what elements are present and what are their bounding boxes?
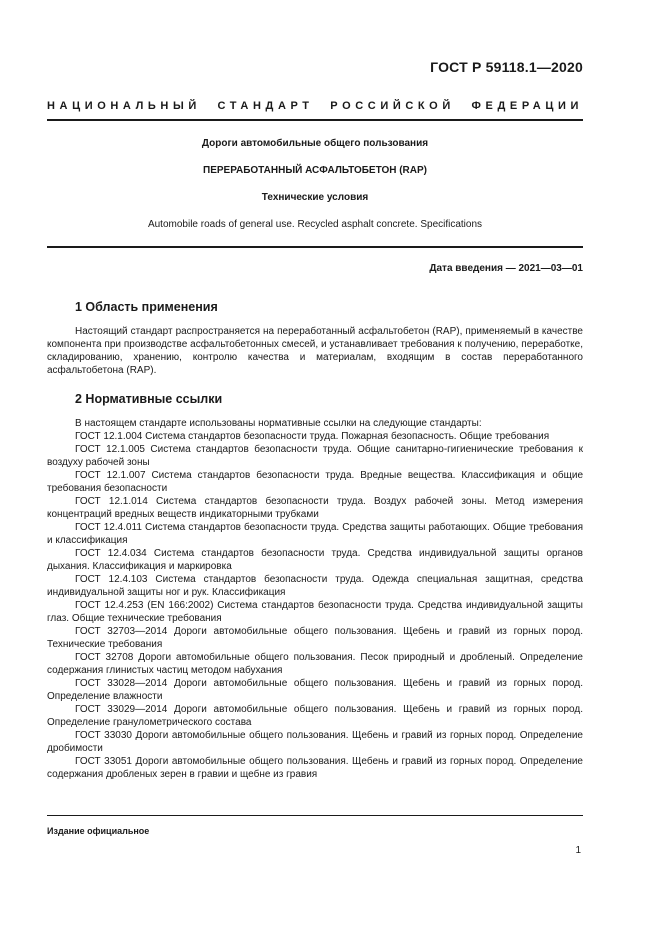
reference-item: ГОСТ 12.4.011 Система стандартов безопасности труда. Средства защиты работающих. Общие требования и классификация [47,522,583,546]
top-divider [47,119,583,121]
reference-item: ГОСТ 12.1.005 Система стандартов безопасности труда. Общие санитарно-гигиенические требования к воздуху рабочей зоны [47,444,583,468]
section-scope [47,300,583,377]
title-line-2: ПЕРЕРАБОТАННЫЙ АСФАЛЬТОБЕТОН (RAP) [203,165,427,176]
title-line-1: Дороги автомобильные общего пользования [201,138,429,149]
section-1-text: Настоящий стандарт распространяется на переработанный асфальтобетон (RAP), применяемый в качестве компонента при производстве асфальтобетонных смесей, и устанавливает требования к получению, переработке, складированию, хранению, контролю качества и материалам, входящим в состав переработанного асфальтобетона (RAP). [47,326,583,376]
title-divider [47,246,583,248]
section-normative-references [47,392,583,781]
reference-item: ГОСТ 33029—2014 Дороги автомобильные общего пользования. Щебень и гравий из горных пород. Определение гранулометрического состава [47,704,583,728]
edition-label: Издание официальное [47,826,150,836]
reference-item: ГОСТ 12.4.034 Система стандартов безопасности труда. Средства индивидуальной защиты органов дыхания. Классификация и маркировка [47,548,583,572]
reference-item: ГОСТ 12.4.253 (EN 166:2002) Система стандартов безопасности труда. Средства индивидуальной защиты глаз. Общие технические требования [47,600,583,624]
page-number: 1 [575,845,581,856]
reference-item: ГОСТ 33028—2014 Дороги автомобильные общего пользования. Щебень и гравий из горных пород. Определение влажности [47,678,583,702]
reference-item: ГОСТ 12.1.004 Система стандартов безопасности труда. Пожарная безопасность. Общие требования [75,431,550,442]
footer-divider [47,815,583,816]
reference-item: ГОСТ 32708 Дороги автомобильные общего пользования. Песок природный и дробленый. Определение содержания глинистых частиц методом набухания [47,652,583,676]
title-english: Automobile roads of general use. Recycled asphalt concrete. Specifications [147,219,483,230]
title-line-3: Технические условия [261,192,369,203]
section-2-heading: 2 Нормативные ссылки [75,392,223,406]
reference-item: ГОСТ 33051 Дороги автомобильные общего пользования. Щебень и гравий из горных пород. Определение содержания дробленых зерен в гравии и щебне из гравия [47,756,583,780]
reference-item: ГОСТ 12.1.014 Система стандартов безопасности труда. Воздух рабочей зоны. Метод измерения концентраций вредных веществ индикаторными трубками [47,496,583,520]
section-2-intro: В настоящем стандарте использованы нормативные ссылки на следующие стандарты: [75,418,482,429]
reference-item: ГОСТ 32703—2014 Дороги автомобильные общего пользования. Щебень и гравий из горных пород. Технические требования [47,626,583,650]
reference-item: ГОСТ 12.4.103 Система стандартов безопасности труда. Одежда специальная защитная, средства индивидуальной защиты ног и рук. Классификация [47,574,583,598]
standard-banner: НАЦИОНАЛЬНЫЙ СТАНДАРТ РОССИЙСКОЙ ФЕДЕРАЦИИ [47,100,583,112]
reference-item: ГОСТ 33030 Дороги автомобильные общего пользования. Щебень и гравий из горных пород. Определение дробимости [47,730,583,754]
introduction-date: Дата введения — 2021—03—01 [429,263,583,274]
document-number: ГОСТ Р 59118.1—2020 [430,59,583,75]
reference-item: ГОСТ 12.1.007 Система стандартов безопасности труда. Вредные вещества. Классификация и общие требования безопасности [47,470,583,494]
section-1-heading: 1 Область применения [75,300,218,314]
